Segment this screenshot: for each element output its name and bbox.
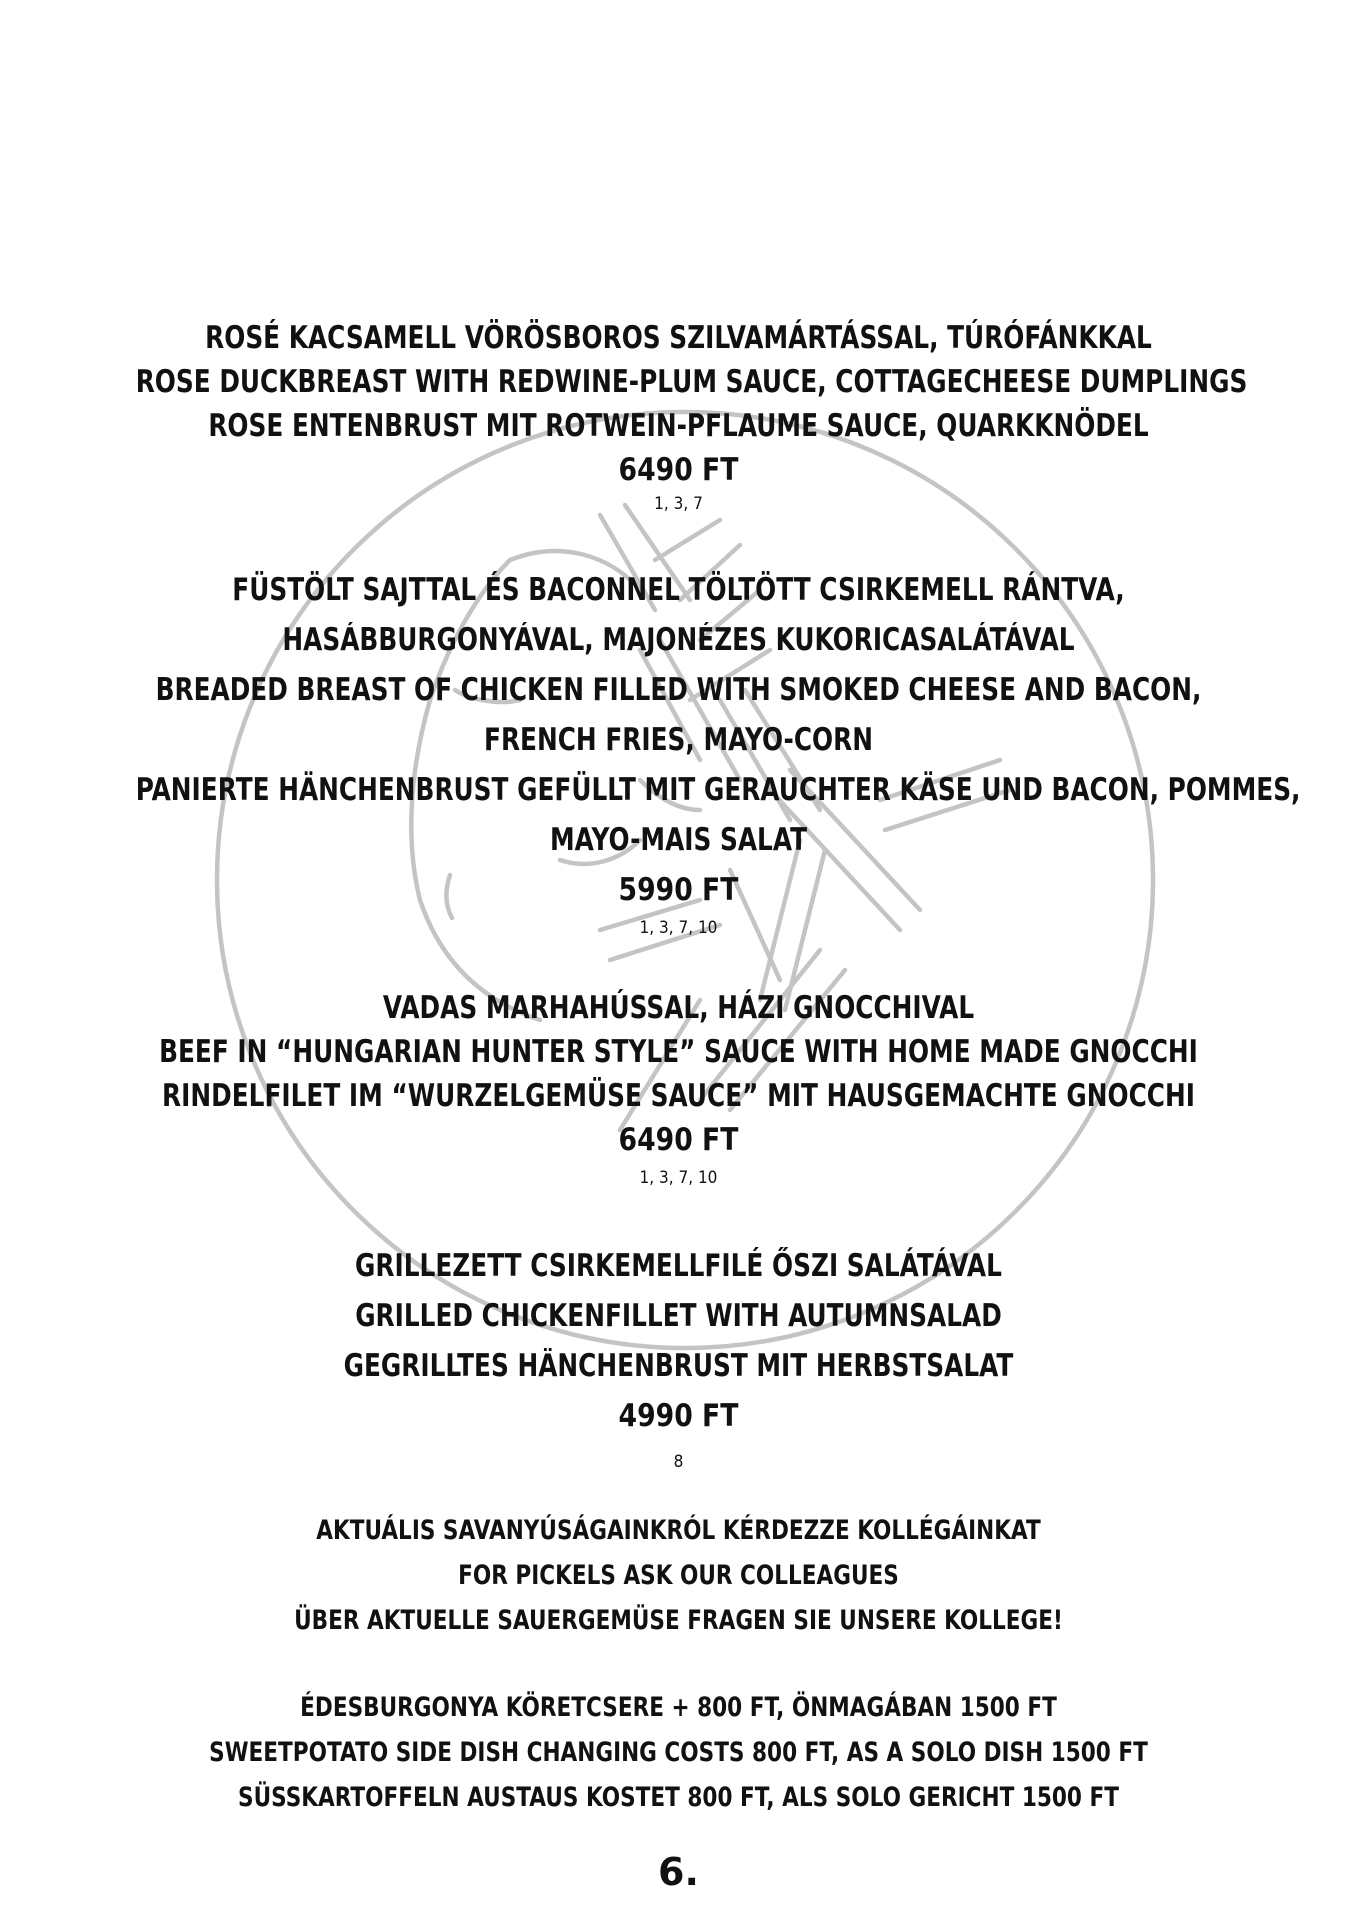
dish-price: 6490 FT bbox=[618, 452, 739, 488]
dish-name-en-line1: BREADED BREAST OF CHICKEN FILLED WITH SMOKED CHEESE AND BACON, bbox=[155, 672, 1202, 708]
dish-price: 6490 FT bbox=[618, 1122, 739, 1158]
dish-name-en: ROSE DUCKBREAST WITH REDWINE-PLUM SAUCE, COTTAGECHEESE DUMPLINGS bbox=[135, 364, 1248, 400]
sweetpotato-note-de: SÜSSKARTOFFELN AUSTAUS KOSTET 800 FT, ALS SOLO GERICHT 1500 FT bbox=[238, 1782, 1119, 1813]
dish-allergens: 1, 3, 7 bbox=[654, 494, 703, 514]
page-number: 6. bbox=[658, 1850, 699, 1894]
dish-name-de: ROSE ENTENBRUST MIT ROTWEIN-PFLAUME SAUCE, QUARKKNÖDEL bbox=[208, 408, 1149, 444]
dish-name-en: GRILLED CHICKENFILLET WITH AUTUMNSALAD bbox=[355, 1298, 1002, 1334]
dish-name-de: RINDELFILET IM “WURZELGEMÜSE SAUCE” MIT HAUSGEMACHTE GNOCCHI bbox=[162, 1078, 1195, 1114]
dish-allergens: 1, 3, 7, 10 bbox=[639, 1168, 718, 1188]
dish-name-en: BEEF IN “HUNGARIAN HUNTER STYLE” SAUCE WITH HOME MADE GNOCCHI bbox=[159, 1034, 1198, 1070]
dish-name-de-line1: PANIERTE HÄNCHENBRUST GEFÜLLT MIT GERAUCHTER KÄSE UND BACON, POMMES, bbox=[135, 772, 1301, 808]
dish-name-hu: VADAS MARHAHÚSSAL, HÁZI GNOCCHIVAL bbox=[382, 990, 975, 1026]
pickles-note-hu: AKTUÁLIS SAVANYÚSÁGAINKRÓL KÉRDEZZE KOLLÉGÁINKAT bbox=[316, 1515, 1041, 1546]
pickles-note-de: ÜBER AKTUELLE SAUERGEMÜSE FRAGEN SIE UNSERE KOLLEGE! bbox=[294, 1605, 1063, 1636]
dish-price: 4990 FT bbox=[618, 1398, 739, 1434]
dish-name-hu: GRILLEZETT CSIRKEMELLFILÉ ŐSZI SALÁTÁVAL bbox=[355, 1248, 1002, 1284]
sweetpotato-note-en: SWEETPOTATO SIDE DISH CHANGING COSTS 800 FT, AS A SOLO DISH 1500 FT bbox=[209, 1737, 1148, 1768]
dish-name-hu-line2: HASÁBBURGONYÁVAL, MAJONÉZES KUKORICASALÁTÁVAL bbox=[282, 622, 1075, 658]
dish-name-de: GEGRILLTES HÄNCHENBRUST MIT HERBSTSALAT bbox=[343, 1348, 1014, 1384]
dish-allergens: 8 bbox=[673, 1452, 684, 1472]
dish-name-hu: ROSÉ KACSAMELL VÖRÖSBOROS SZILVAMÁRTÁSSAL, TÚRÓFÁNKKAL bbox=[205, 320, 1152, 356]
dish-price: 5990 FT bbox=[618, 872, 739, 908]
dish-name-hu-line1: FÜSTÖLT SAJTTAL ÉS BACONNEL TÖLTÖTT CSIRKEMELL RÁNTVA, bbox=[232, 572, 1125, 608]
dish-allergens: 1, 3, 7, 10 bbox=[639, 918, 718, 938]
dish-name-de-line2: MAYO-MAIS SALAT bbox=[549, 822, 808, 858]
sweetpotato-note-hu: ÉDESBURGONYA KÖRETCSERE + 800 FT, ÖNMAGÁBAN 1500 FT bbox=[300, 1692, 1057, 1723]
dish-name-en-line2: FRENCH FRIES, MAYO-CORN bbox=[484, 722, 873, 758]
pickles-note-en: FOR PICKELS ASK OUR COLLEAGUES bbox=[458, 1560, 899, 1591]
